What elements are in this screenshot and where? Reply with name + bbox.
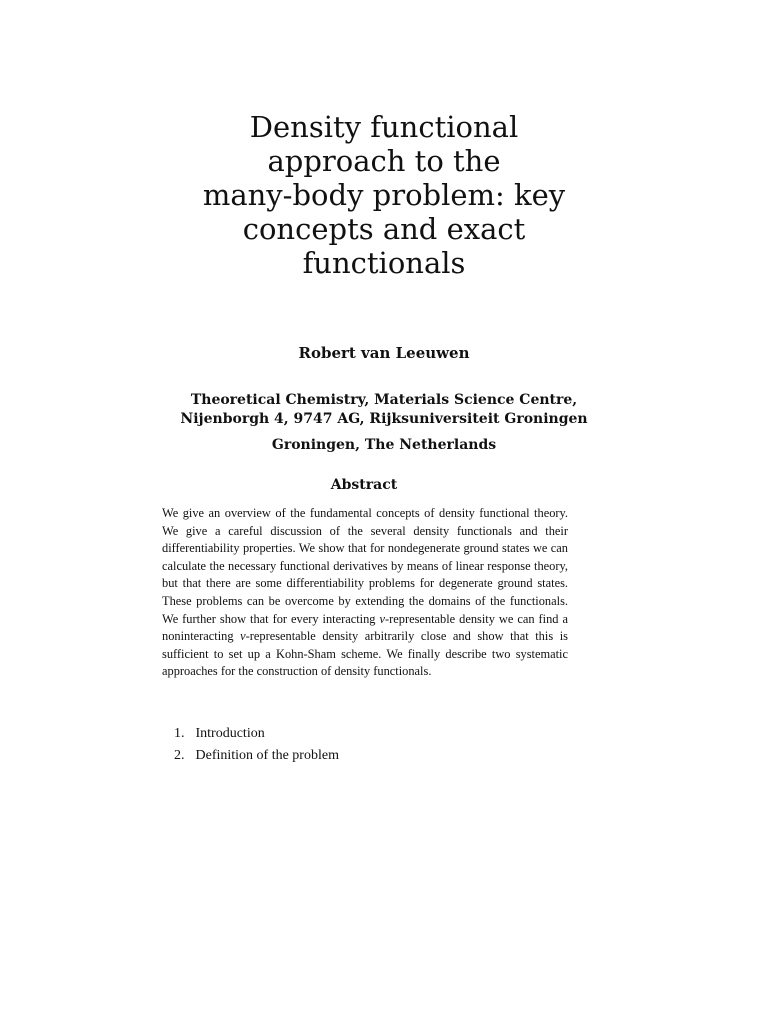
toc-item-label: Introduction bbox=[195, 726, 265, 741]
title-line: approach to the bbox=[267, 144, 501, 178]
title-line: Density functional bbox=[249, 110, 519, 144]
affiliation-location: Groningen, The Netherlands bbox=[271, 437, 497, 453]
abstract-math-v: v bbox=[379, 611, 385, 626]
affiliation-line: Theoretical Chemistry, Materials Science Centre, bbox=[190, 392, 578, 408]
toc-item-number: 2. bbox=[174, 748, 185, 763]
author-name: Robert van Leeuwen bbox=[298, 344, 470, 362]
toc-item[interactable] bbox=[174, 723, 339, 745]
abstract-math-v: v bbox=[240, 629, 246, 644]
title-line: many-body problem: key bbox=[202, 178, 566, 212]
toc-item-number: 1. bbox=[174, 726, 185, 741]
table-of-contents bbox=[174, 723, 339, 767]
paper-title bbox=[0, 110, 768, 280]
abstract-heading: Abstract bbox=[330, 477, 398, 493]
title-line: functionals bbox=[302, 246, 466, 280]
toc-item-label: Definition of the problem bbox=[195, 748, 339, 763]
abstract-body bbox=[162, 505, 568, 681]
title-line: concepts and exact bbox=[242, 212, 526, 246]
affiliation bbox=[0, 391, 768, 455]
affiliation-line: Nijenborgh 4, 9747 AG, Rijksuniversiteit Groningen bbox=[180, 411, 588, 427]
abstract-text: We give an overview of the fundamental concepts of density functional theory. We give a careful discussion of the several density functionals and their differentiability properties. We show that for nondegenerate ground states we can calculate the necessary functional derivatives by means of linear response theory, but that there are some differentiability problems for degenerate ground states. These problems can be overcome by extending the domains of the functionals. We further show that for every interacting bbox=[162, 506, 568, 626]
toc-item[interactable] bbox=[174, 745, 339, 767]
abstract-text: -representable density arbitrarily close and show that this is sufficient to set up a Kohn-Sham scheme. We finally describe two systematic approaches for the construction of density functionals. bbox=[162, 629, 568, 679]
abstract-text: -representable density we can find a noninteracting bbox=[162, 611, 568, 644]
